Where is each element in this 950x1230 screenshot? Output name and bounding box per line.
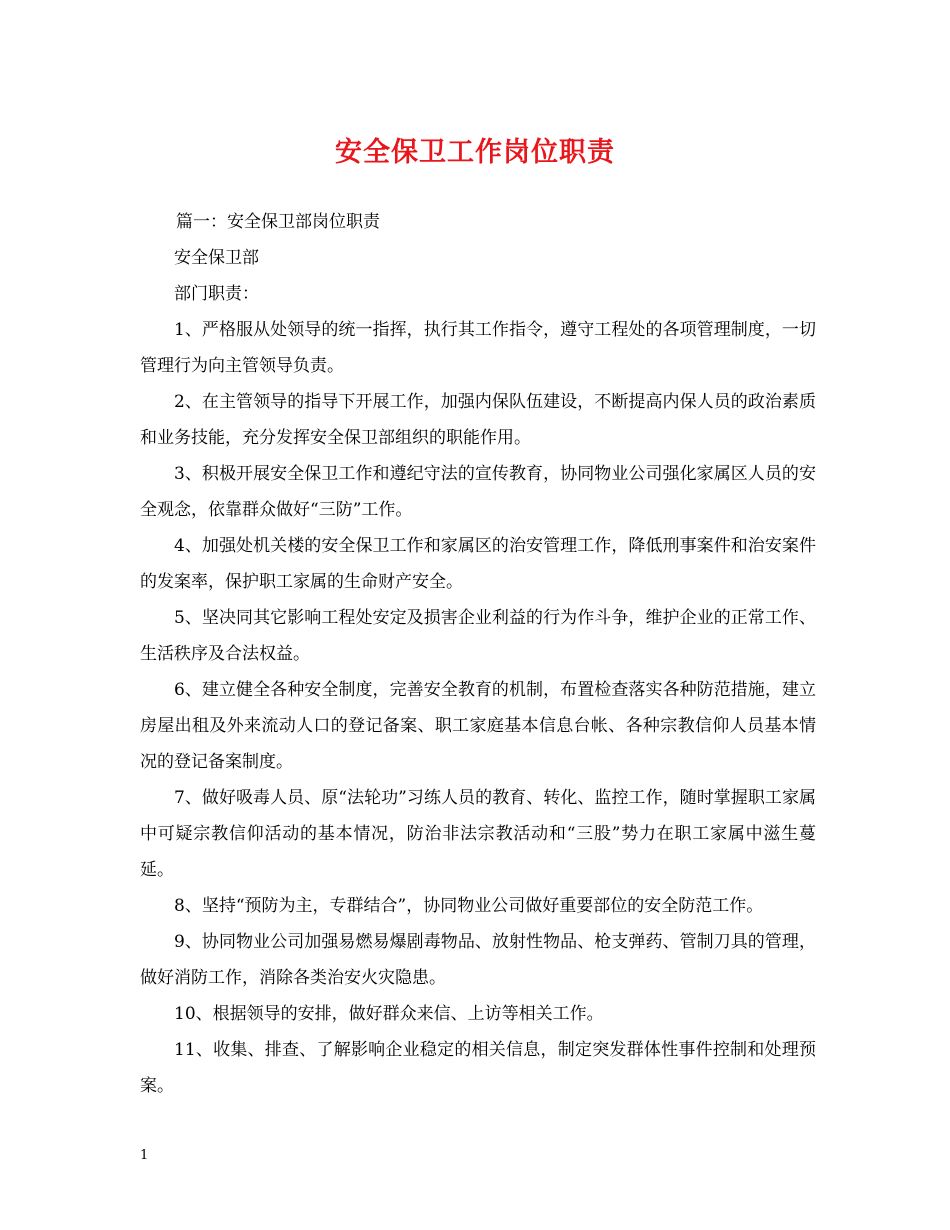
department-duties-label: 部门职责：: [174, 284, 259, 304]
duty-paragraph: 5、坚决同其它影响工程处安定及损害企业利益的行为作斗争，维护企业的正常工作、生活秩序及合法权益。: [140, 608, 816, 664]
page-number: 1: [140, 1148, 149, 1163]
document-body: [140, 204, 816, 1104]
duty-paragraph: 11、收集、排查、了解影响企业稳定的相关信息，制定突发群体性事件控制和处理预案。: [140, 1040, 816, 1096]
duty-paragraph: 8、坚持“预防为主，专群结合”，协同物业公司做好重要部位的安全防范工作。: [174, 896, 764, 916]
duty-paragraph: 9、协同物业公司加强易燃易爆剧毒物品、放射性物品、枪支弹药、管制刀具的管理，做好消防工作，消除各类治安火灾隐患。: [140, 932, 816, 988]
section-heading: 篇一：安全保卫部岗位职责: [176, 212, 380, 232]
duty-paragraph: 6、建立健全各种安全制度，完善安全教育的机制，布置检查落实各种防范措施，建立房屋出租及外来流动人口的登记备案、职工家庭基本信息台帐、各种宗教信仰人员基本情况的登记备案制度。: [140, 680, 816, 772]
duty-paragraph: 3、积极开展安全保卫工作和遵纪守法的宣传教育，协同物业公司强化家属区人员的安全观念，依靠群众做好“三防”工作。: [140, 464, 816, 520]
duty-paragraph: 2、在主管领导的指导下开展工作，加强内保队伍建设，不断提高内保人员的政治素质和业务技能，充分发挥安全保卫部组织的职能作用。: [140, 392, 816, 448]
department-name: 安全保卫部: [174, 248, 259, 268]
duty-paragraph: 4、加强处机关楼的安全保卫工作和家属区的治安管理工作，降低刑事案件和治安案件的发案率，保护职工家属的生命财产安全。: [140, 536, 816, 592]
duty-paragraph: 1、严格服从处领导的统一指挥，执行其工作指令，遵守工程处的各项管理制度，一切管理行为向主管领导负责。: [140, 320, 816, 376]
duty-paragraph: 10、根据领导的安排，做好群众来信、上访等相关工作。: [174, 1004, 604, 1024]
document-title: 安全保卫工作岗位职责: [335, 137, 615, 168]
duty-paragraph: 7、做好吸毒人员、原“法轮功”习练人员的教育、转化、监控工作，随时掌握职工家属中可疑宗教信仰活动的基本情况，防治非法宗教活动和“三股”势力在职工家属中滋生蔓延。: [140, 788, 816, 880]
